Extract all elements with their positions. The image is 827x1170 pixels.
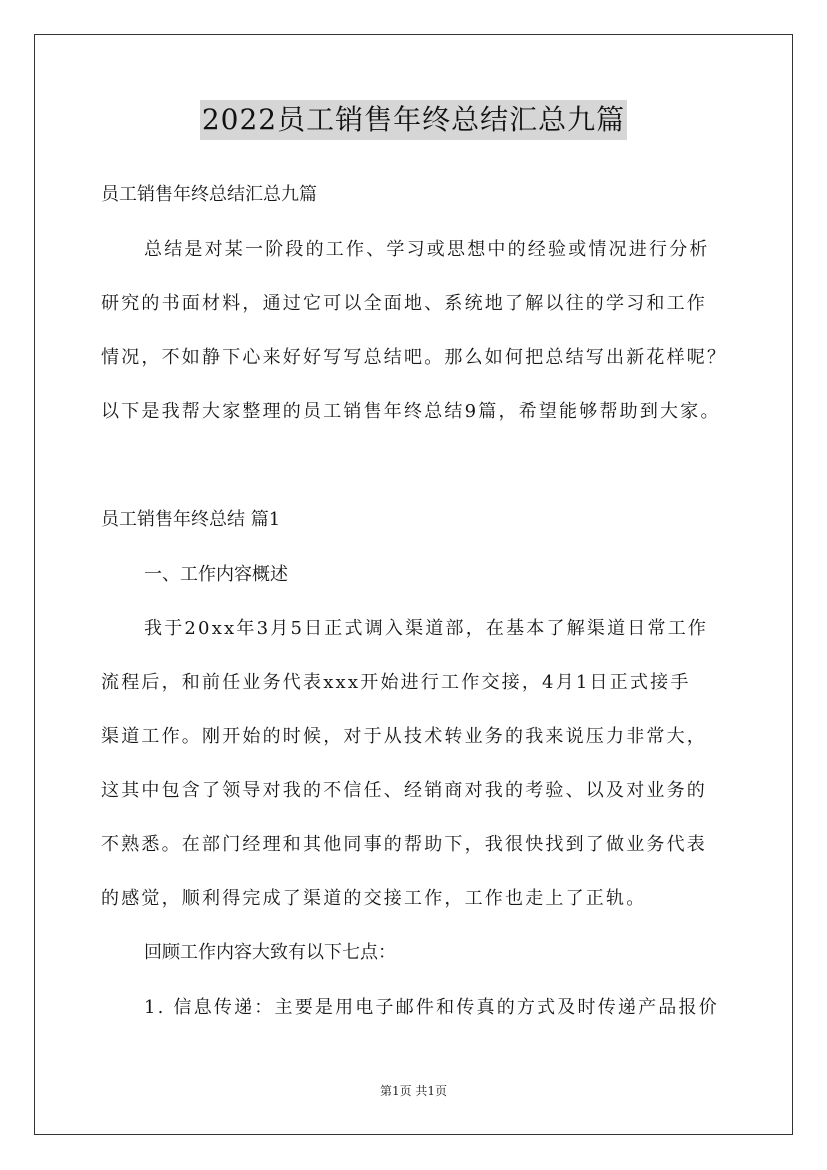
section-heading: 员工销售年终总结 篇1 xyxy=(101,509,281,530)
review-intro: 回顾工作内容大致有以下七点： xyxy=(144,942,396,963)
body-line-3: 渠道工作。刚开始的时候，对于从技术转业务的我来说压力非常大， xyxy=(101,726,707,747)
body-line-4: 这其中包含了领导对我的不信任、经销商对我的考验、以及对业务的 xyxy=(101,780,707,801)
title-container xyxy=(0,100,827,140)
body-line-1: 我于20xx年3月5日正式调入渠道部，在基本了解渠道日常工作 xyxy=(144,618,709,639)
list-item-1: 1. 信息传递：主要是用电子邮件和传真的方式及时传递产品报价 xyxy=(144,997,719,1018)
intro-line-1: 总结是对某一阶段的工作、学习或思想中的经验或情况进行分析 xyxy=(144,239,710,260)
document-title: 2022员工销售年终总结汇总九篇 xyxy=(200,100,627,140)
body-line-6: 的感觉，顺利得完成了渠道的交接工作，工作也走上了正轨。 xyxy=(101,888,647,909)
intro-line-4: 以下是我帮大家整理的员工销售年终总结9篇，希望能够帮助到大家。 xyxy=(101,401,721,422)
body-line-5: 不熟悉。在部门经理和其他同事的帮助下，我很快找到了做业务代表 xyxy=(101,834,707,855)
intro-line-2: 研究的书面材料，通过它可以全面地、系统地了解以往的学习和工作 xyxy=(101,293,707,314)
body-line-2: 流程后，和前任业务代表xxx开始进行工作交接，4月1日正式接手 xyxy=(101,672,691,693)
page-number: 第1页 共1页 xyxy=(379,1084,448,1098)
subheading: 一、工作内容概述 xyxy=(144,564,288,585)
intro-line-3: 情况，不如静下心来好好写写总结吧。那么如何把总结写出新花样呢？ xyxy=(101,347,728,368)
document-subtitle: 员工销售年终总结汇总九篇 xyxy=(101,184,317,205)
